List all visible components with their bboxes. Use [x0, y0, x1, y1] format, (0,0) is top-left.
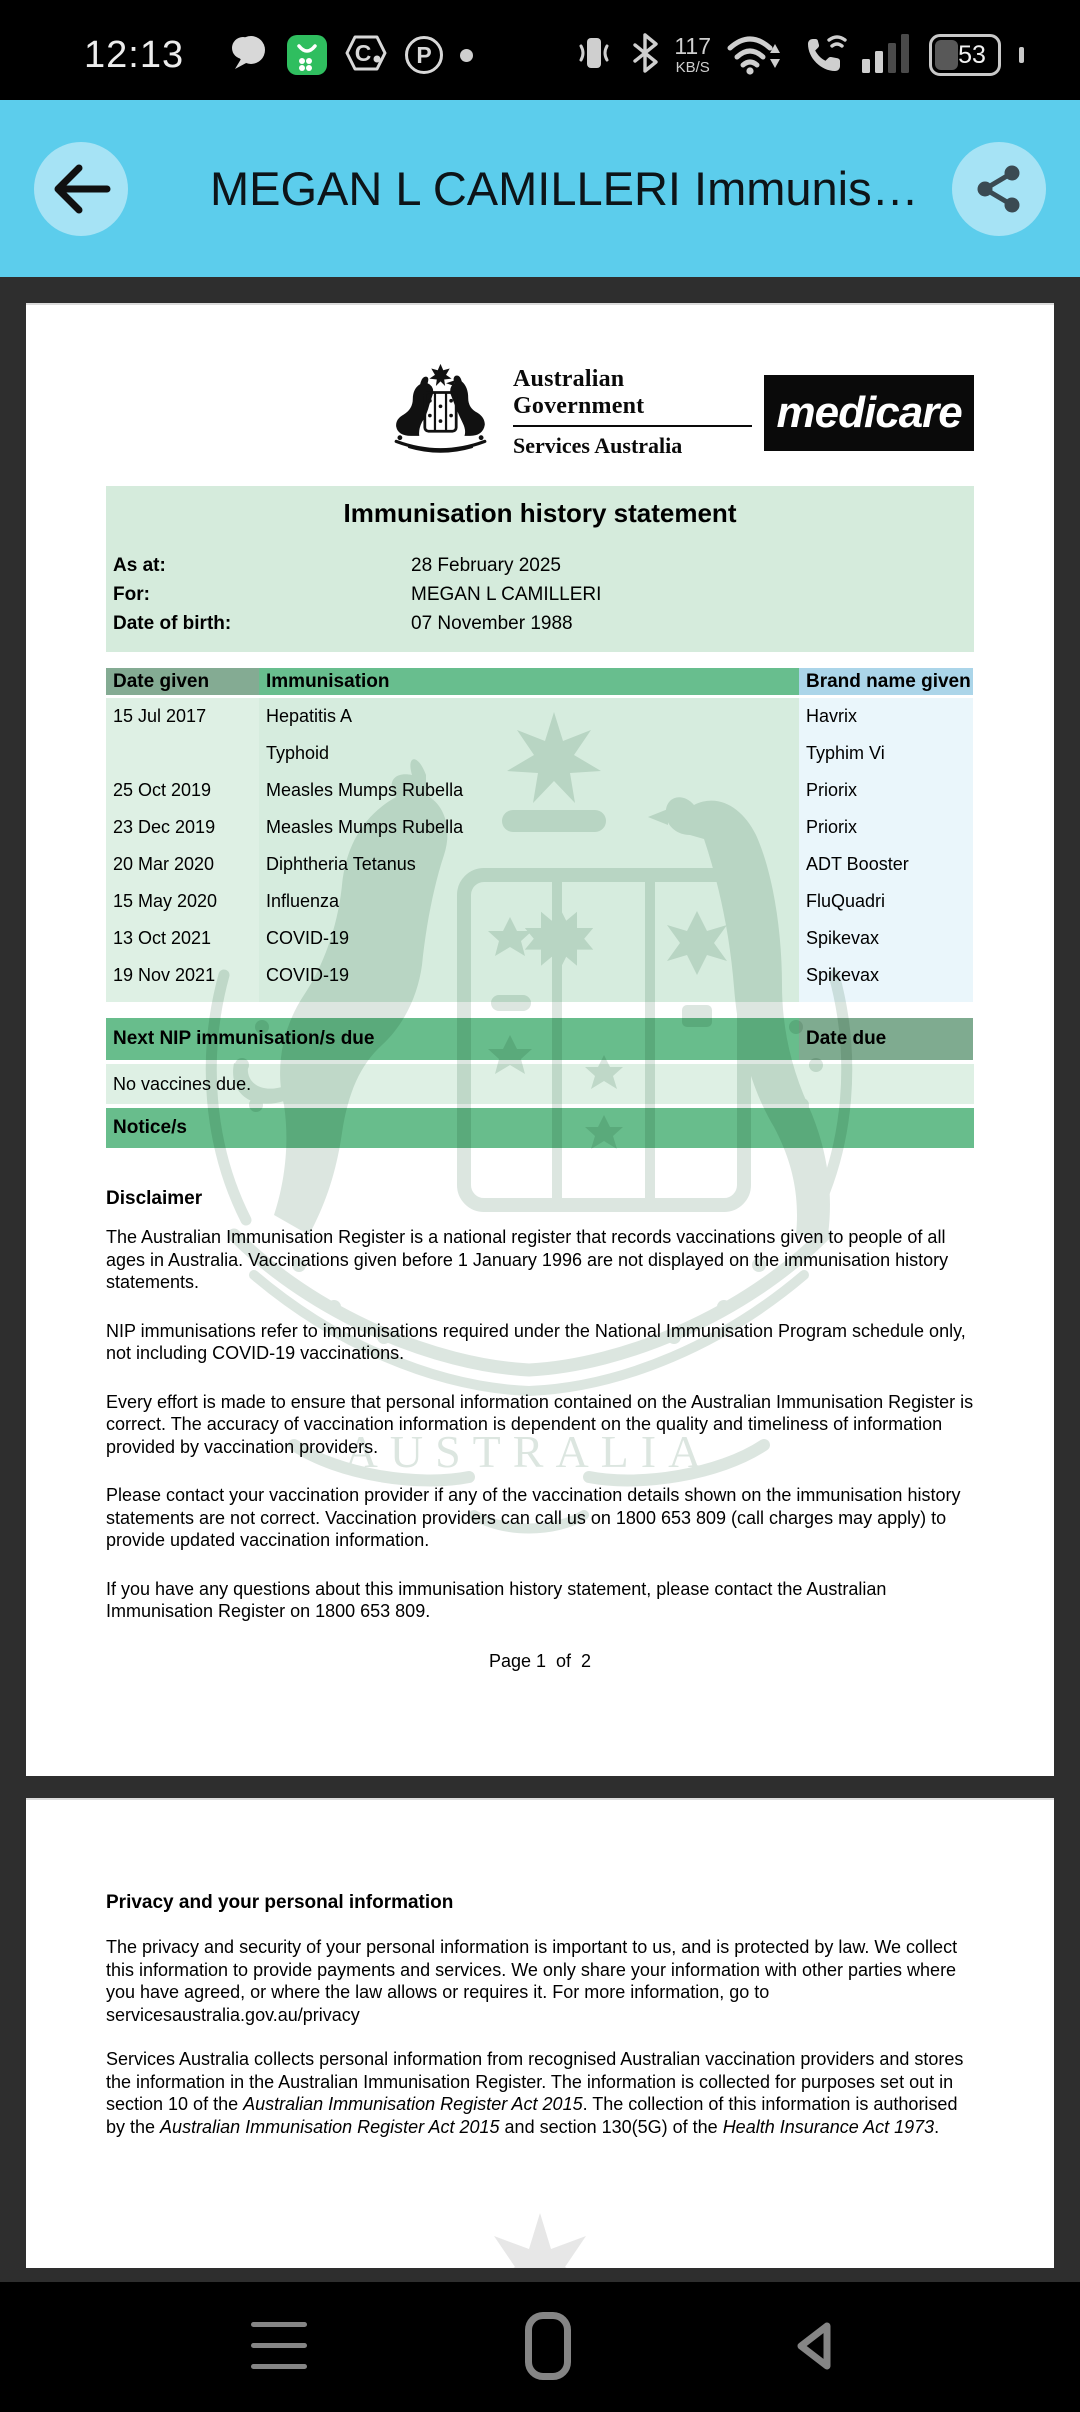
green-app-icon [287, 35, 327, 75]
navigation-bar [0, 2282, 1080, 2412]
share-icon [973, 163, 1025, 215]
table-cell: Spikevax [799, 957, 973, 994]
statement-info-box [106, 486, 974, 652]
table-cell: Priorix [799, 772, 973, 809]
system-status-icons [572, 31, 1024, 80]
pdf-page-2 [26, 1798, 1054, 2268]
document-viewer[interactable] [0, 277, 1080, 2282]
table-cell: COVID-19 [259, 957, 799, 994]
document-title: MEGAN L CAMILLERI Immunis… [210, 162, 919, 215]
nav-back-button[interactable] [791, 2320, 837, 2377]
column-header-brand: Brand name given [799, 668, 973, 698]
pdf-page-1 [26, 303, 1054, 1776]
field-as-at: As at: 28 February 2025 [113, 555, 561, 576]
watermark-text: AUSTRALIA [344, 1426, 714, 1477]
australian-coat-of-arms-logo [378, 362, 503, 463]
nip-status-row: No vaccines due. [106, 1064, 974, 1104]
star-watermark [480, 2213, 600, 2268]
table-cell: Measles Mumps Rubella [259, 809, 799, 846]
disclaimer-paragraph: If you have any questions about this immunisation history statement, please contact the Australian Immunisation Register on 1800 653 809. [106, 1578, 887, 1621]
clock: 12:13 [84, 33, 185, 76]
notices-header: Notice/s [106, 1108, 974, 1148]
wifi-calling-icon [799, 31, 847, 80]
page-number-indicator: Page 1 of 2 [488, 1650, 592, 1671]
pinterest-icon: P [405, 36, 443, 74]
disclaimer-paragraph: Please contact your vaccination provider if any of the vaccination details shown on the immunisation history statements are not correct. Vaccination providers can call us on 1800 653 809 (call charges may apply) to provide updated vaccination information. [106, 1485, 961, 1550]
disclaimer-paragraph: NIP immunisations refer to immunisations required under the National Immunisation Program schedule only, not including COVID-19 vaccinations. [106, 1320, 966, 1363]
home-button[interactable] [525, 2312, 571, 2380]
privacy-paragraph: The privacy and security of your personal information is important to us, and is protected by law. We collect this information to provide payments and services. We only share your information with other parties where you have agreed, or where the law allows or requires it. For more information, go to servicesaustralia.gov.au/privacy [106, 1937, 958, 2025]
column-header-date-given: Date given [106, 668, 259, 698]
table-cell: Influenza [259, 883, 799, 920]
signal-strength-icon [862, 32, 914, 79]
table-cell: 20 Mar 2020 [106, 846, 259, 883]
table-cell: COVID-19 [259, 920, 799, 957]
status-bar [0, 0, 1080, 100]
medicare-logo: medicare [764, 375, 974, 451]
vibrate-icon [572, 32, 616, 79]
statement-title: Immunisation history statement [343, 498, 737, 528]
table-cell: Havrix [799, 698, 973, 735]
nip-due-header-row [106, 1018, 974, 1060]
logo-row [378, 362, 974, 463]
table-cell: 25 Oct 2019 [106, 772, 259, 809]
table-cell: 19 Nov 2021 [106, 957, 259, 994]
nip-due-header: Next NIP immunisation/s due [106, 1018, 799, 1060]
c-badge-icon [344, 33, 388, 78]
field-for: For: MEGAN L CAMILLERI [113, 584, 602, 605]
table-cell: FluQuadri [799, 883, 973, 920]
disclaimer-heading: Disclaimer [106, 1188, 203, 1209]
overflow-dot-icon [460, 49, 473, 62]
table-cell: Diphtheria Tetanus [259, 846, 799, 883]
table-cell: 23 Dec 2019 [106, 809, 259, 846]
table-cell: 15 Jul 2017 [106, 698, 259, 735]
date-due-header: Date due [799, 1018, 973, 1060]
battery-nub [1019, 47, 1024, 63]
immunisation-history-table [106, 668, 974, 1002]
table-cell: Spikevax [799, 920, 973, 957]
privacy-heading: Privacy and your personal information [106, 1892, 454, 1913]
app-bar [0, 100, 1080, 277]
wifi-icon [726, 31, 784, 80]
table-cell: 13 Oct 2021 [106, 920, 259, 957]
table-cell [106, 735, 259, 772]
column-header-immunisation: Immunisation [259, 668, 799, 698]
messages-icon [230, 33, 270, 78]
table-cell: Typhim Vi [799, 735, 973, 772]
back-button[interactable] [34, 142, 128, 236]
logo-divider [513, 425, 752, 427]
notification-icons [230, 33, 473, 78]
back-arrow-icon [45, 157, 117, 221]
table-cell: ADT Booster [799, 846, 973, 883]
svg-text:C: C [354, 39, 372, 66]
table-cell: Hepatitis A [259, 698, 799, 735]
table-cell: Priorix [799, 809, 973, 846]
privacy-paragraph: Services Australia collects personal information from recognised Australian vaccination providers and stores the information in the Australian Immunisation Register. The information is collected for purposes set out in section 10 of the Australian Immunisation Register Act 2015. The collection of this information is authorised by the Australian Immunisation Register Act 2015 and section 130(5G) of the Health Insurance Act 1973. [106, 2049, 964, 2137]
field-date-of-birth: Date of birth: 07 November 1988 [113, 613, 573, 634]
table-cell: 15 May 2020 [106, 883, 259, 920]
network-speed-indicator: 117 KB/S [674, 33, 711, 76]
disclaimer-paragraph: The Australian Immunisation Register is a national register that records vaccinations given to people of all ages in Australia. Vaccinations given before 1 January 1996 are not displayed on the immunisation history statements. [106, 1227, 949, 1292]
battery-indicator: 53 [929, 34, 1001, 76]
table-cell: Measles Mumps Rubella [259, 772, 799, 809]
services-australia-wordmark: Australian Government Services Australia [513, 366, 752, 459]
table-cell: Typhoid [259, 735, 799, 772]
disclaimer-paragraph: Every effort is made to ensure that personal information contained on the Australian Immunisation Register is correct. The accuracy of vaccination information is dependent on the quality and timeliness of information provided by vaccination providers. [106, 1391, 974, 1457]
recents-button[interactable] [251, 2322, 307, 2369]
bluetooth-icon [631, 32, 659, 79]
share-button[interactable] [952, 142, 1046, 236]
